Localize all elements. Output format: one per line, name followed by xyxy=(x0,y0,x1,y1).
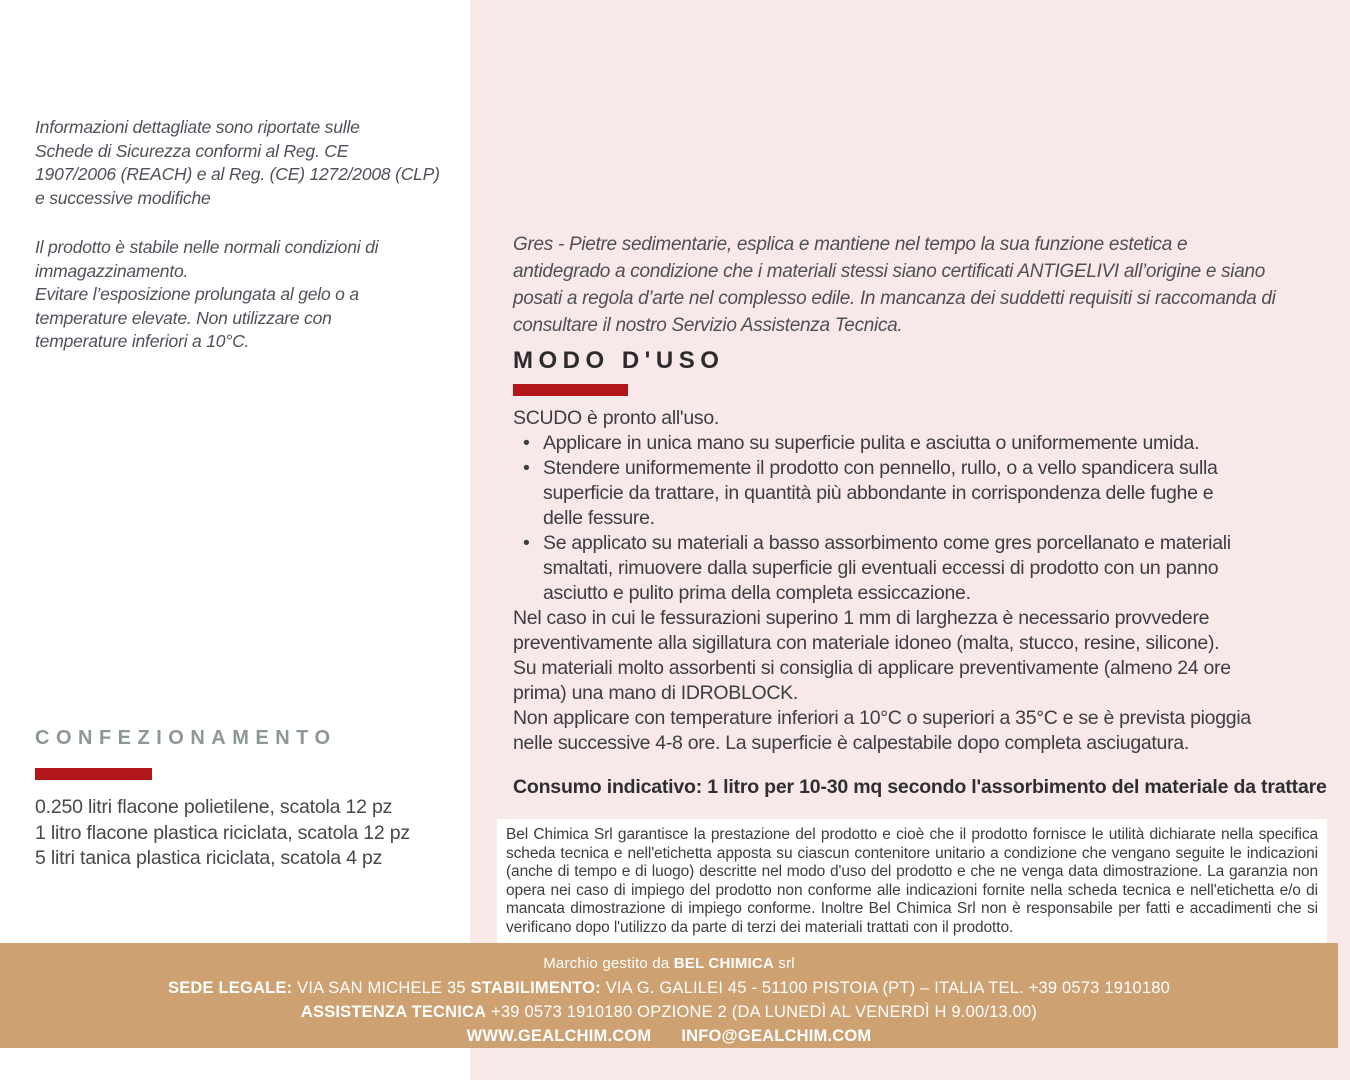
paragraph-line: immagazzinamento. xyxy=(35,260,189,281)
paragraph-line: temperature elevate. Non utilizzare con xyxy=(35,307,332,328)
note-line: prima) una mano di IDROBLOCK. xyxy=(513,682,798,704)
bullet-dot-icon: • xyxy=(523,457,530,479)
footer-segment: SEDE LEGALE: xyxy=(168,979,293,997)
confezionamento-title: CONFEZIONAMENTO xyxy=(35,727,337,749)
footer-segment: Marchio gestito da xyxy=(543,955,674,972)
bullet-item xyxy=(513,531,1313,606)
packaging-item: 5 litri tanica plastica riciclata, scatola 4 pz xyxy=(35,847,383,869)
packaging-item: 1 litro flacone plastica riciclata, scatola 12 pz xyxy=(35,821,410,844)
paragraph-line: Il prodotto è stabile nelle normali condizioni di xyxy=(35,237,379,257)
modo-duso-title: MODO D'USO xyxy=(513,347,725,374)
footer-website: WWW.GEALCHIM.COM xyxy=(466,1027,652,1045)
paragraph-line: temperature inferiori a 10°C. xyxy=(35,331,250,351)
bullet-line: delle fessure. xyxy=(543,507,655,529)
paragraph-line: consultare il nostro Servizio Assistenza Tecnica. xyxy=(513,315,903,336)
note-line: Nel caso in cui le fessurazioni superino 1 mm di larghezza è necessario provvedere xyxy=(513,607,1210,629)
bullet-line: asciutto e pulito prima della completa essiccazione. xyxy=(543,582,971,604)
right-column xyxy=(506,231,1327,946)
footer-email: INFO@GEALCHIM.COM xyxy=(681,1027,872,1045)
footer-segment: ASSISTENZA TECNICA xyxy=(300,1003,487,1021)
bullet-line: smaltati, rimuovere dalla superficie gli eventuali eccessi di prodotto con un panno xyxy=(543,557,1219,579)
paragraph-line: e successive modifiche xyxy=(35,187,211,208)
note-line: preventivamente alla sigillatura con materiale idoneo (malta, stucco, resine, silicone). xyxy=(513,632,1220,654)
intro-paragraph xyxy=(513,231,1313,339)
paragraph-line: Evitare l’esposizione prolungata al gelo o a xyxy=(35,284,359,304)
footer-line-web xyxy=(0,1024,1338,1048)
paragraph-line: Schede di Sicurezza conformi al Reg. CE xyxy=(35,140,349,161)
note-line: Non applicare con temperature inferiori a 10°C o superiori a 35°C e se è prevista pioggia xyxy=(513,707,1251,729)
footer-segment: VIA G. GALILEI 45 - 51100 PISTOIA (PT) – ITALIA TEL. +39 0573 1910180 xyxy=(600,979,1170,997)
bullet-line: Se applicato su materiali a basso assorbimento come gres porcellanato e materiali xyxy=(543,532,1231,554)
paragraph-line: Gres - Pietre sedimentarie, esplica e mantiene nel tempo la sua funzione estetica e xyxy=(513,234,1188,255)
usage-bullet-list xyxy=(513,431,1313,606)
usage-notes xyxy=(513,606,1313,756)
footer-segment: BEL CHIMICA xyxy=(673,955,774,972)
footer-band xyxy=(0,943,1338,1048)
bullet-dot-icon: • xyxy=(523,532,530,554)
packaging-item: 0.250 litri flacone polietilene, scatola 12 pz xyxy=(35,796,393,818)
red-underline-bar xyxy=(513,384,628,396)
paragraph-line: antidegrado a condizione che i materiali stessi siano certificati ANTIGELIVI all’origine e siano xyxy=(513,261,1266,282)
paragraph-line: posati a regola d’arte nel complesso edile. In mancanza dei suddetti requisiti si raccomanda di xyxy=(513,288,1276,309)
footer-segment: VIA SAN MICHELE 35 xyxy=(292,979,471,997)
bullet-text xyxy=(543,531,1231,606)
footer-segment: +39 0573 1910180 OPZIONE 2 (DA LUNEDÌ AL VENERDÌ H 9.00/13.00) xyxy=(486,1003,1038,1021)
note-line: nelle successive 4-8 ore. La superficie è calpestabile dopo completa asciugatura. xyxy=(513,732,1189,754)
storage-conditions-paragraph xyxy=(35,236,453,354)
warranty-box: Bel Chimica Srl garantisce la prestazione del prodotto e cioè che il prodotto fornisce le utilità dichiarate nella specifica scheda tecnica e nell'etichetta apposta su ciascun contenitore unitario a condizione che vengano seguite le indicazioni (anche di tempo e di luogo) descritte nel modo d'uso del prodotto e che ne venga data dimostrazione. La garanzia non opera nei caso di impiego del prodotto non conforme alle indicazioni fornite nella scheda tecnica e nell'etichetta e/o di mancata dimostrazione di impiego conforme. Inoltre Bel Chimica Srl non è responsabile per fatti e accadimenti che si verificano dopo l'utilizzo da parte di terzi dei materiali trattati con il prodotto. xyxy=(497,819,1327,946)
footer-segment: srl xyxy=(774,955,795,972)
packaging-list xyxy=(35,795,465,872)
footer-line-assistance xyxy=(0,1000,1338,1024)
note-line: Su materiali molto assorbenti si consiglia di applicare preventivamente (almeno 24 ore xyxy=(513,657,1231,679)
bullet-dot-icon: • xyxy=(523,432,530,454)
safety-info-paragraph xyxy=(35,116,453,210)
bullet-line: Applicare in unica mano su superficie pulita e asciutta o uniformemente umida. xyxy=(543,432,1200,454)
bullet-line: Stendere uniformemente il prodotto con pennello, rullo, o a vello spandicera sulla xyxy=(543,457,1218,479)
left-column xyxy=(35,116,453,354)
consumption-line: Consumo indicativo: 1 litro per 10-30 mq secondo l'assorbimento del materiale da trattare xyxy=(513,776,1327,798)
footer-line-brand xyxy=(0,943,1338,976)
bullet-text xyxy=(543,431,1199,456)
paragraph-line: Informazioni dettagliate sono riportate sulle xyxy=(35,117,360,137)
ready-to-use-line: SCUDO è pronto all'uso. xyxy=(513,407,720,429)
confezionamento-section xyxy=(35,727,465,872)
paragraph-line: 1907/2006 (REACH) e al Reg. (CE) 1272/2008 (CLP) xyxy=(35,164,440,184)
red-underline-bar xyxy=(35,768,152,780)
bullet-line: superficie da trattare, in quantità più abbondante in corrispondenza delle fughe e xyxy=(543,482,1214,504)
footer-segment: STABILIMENTO: xyxy=(470,979,601,997)
bullet-item xyxy=(513,431,1313,456)
bullet-item xyxy=(513,456,1313,531)
bullet-text xyxy=(543,456,1218,531)
footer-line-addresses xyxy=(0,976,1338,1000)
